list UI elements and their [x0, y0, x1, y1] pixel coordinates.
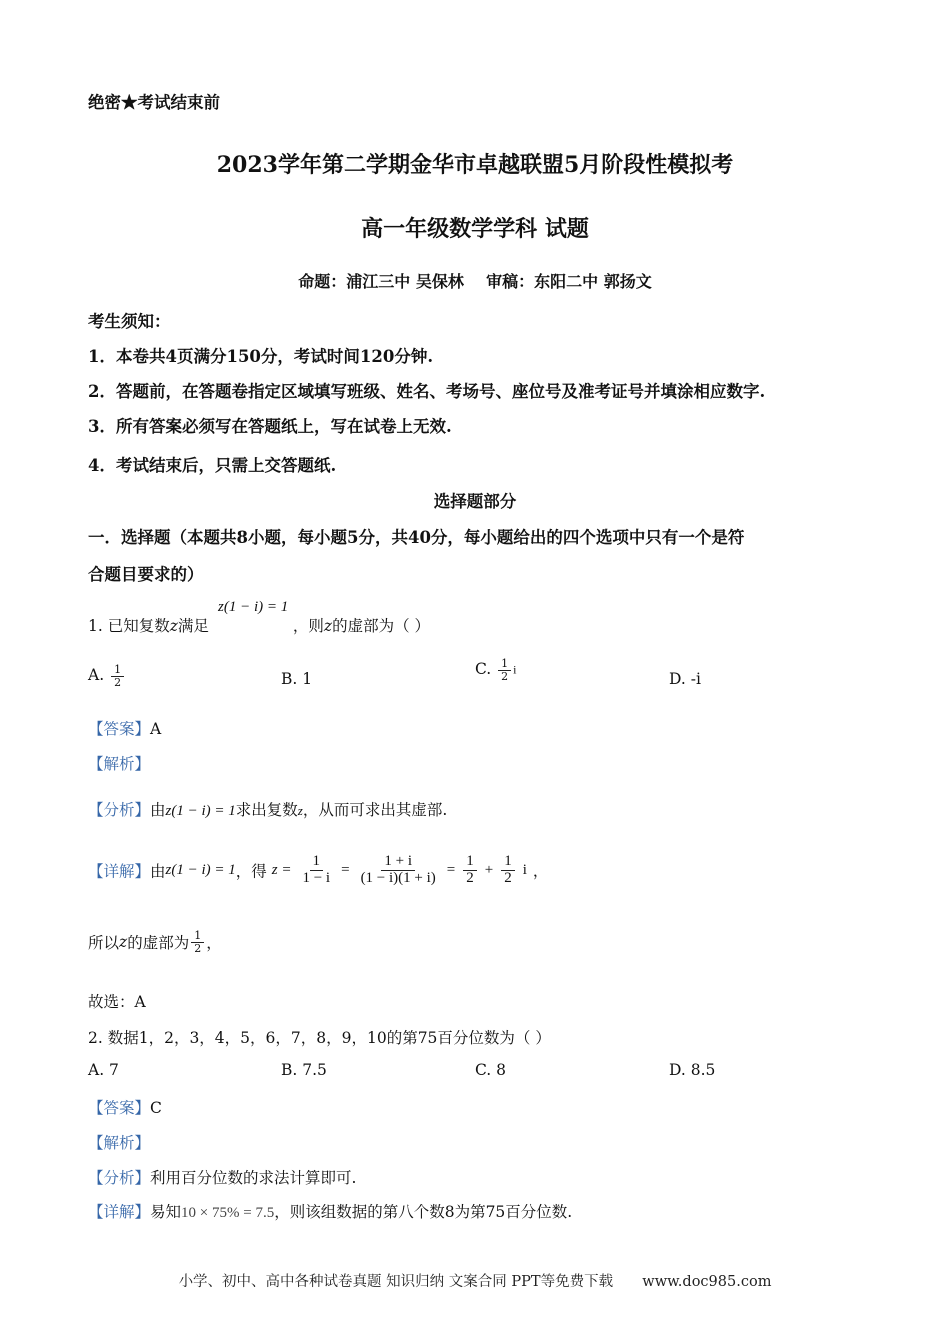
confidential-label: 绝密★考试结束前	[88, 93, 220, 112]
note-item: 3．所有答案必须写在答题纸上，写在试卷上无效.	[88, 417, 452, 436]
q1-option-d: D. -i	[669, 670, 701, 688]
q1-choice: 故选：A	[88, 993, 146, 1011]
q2-analysis-label: 【解析】	[88, 1134, 151, 1152]
q2-option-c: C. 8	[475, 1061, 507, 1079]
q2-fenxi: 【分析】利用百分位数的求法计算即可.	[88, 1169, 357, 1187]
exam-subtitle: 高一年级数学学科 试题	[361, 216, 589, 242]
q2-answer: 【答案】C	[88, 1099, 162, 1117]
q1-answer: 【答案】A	[88, 720, 162, 738]
q1-derivation-equation: z = $\frac{1}{1 - i}$ = $\frac{1 + i}{(1 - i)(1 + i)}$ = $\frac{1}{2}$ + $\frac{1}{2}$ i ，	[271, 853, 549, 886]
q2-stem: 2. 数据1，2，3，4，5，6，7，8，9，10的第75百分位数为（ ）	[88, 1029, 551, 1047]
q1-conclusion: 所以z的虚部为 $\frac{1}{2}$ ，	[88, 929, 222, 955]
q1-option-a: A. $\frac{1}{2}$	[88, 664, 126, 688]
q1-condition-formula: z(1 − i) = 1	[218, 599, 289, 615]
q1-stem: 1. 已知复数z满足 ，则z的虚部为（ ）	[88, 617, 431, 635]
q1-option-c: C. $\frac{1}{2}$ i	[475, 657, 517, 683]
part-title: 选择题部分	[433, 492, 517, 511]
authors-line: 命题：浦江三中 吴保林 审稿：东阳二中 郭扬文	[298, 272, 652, 291]
section-heading-cont: 合题目要求的）	[88, 565, 204, 584]
q2-option-d: D. 8.5	[669, 1061, 716, 1079]
notes-heading: 考生须知：	[88, 312, 171, 331]
note-item: 1．本卷共4页满分150分，考试时间120分钟.	[88, 347, 434, 366]
q2-option-b: B. 7.5	[281, 1061, 327, 1079]
exam-title: 2023学年第二学期金华市卓越联盟5月阶段性模拟考	[216, 152, 734, 178]
q1-fenxi: 【分析】由z(1 − i) = 1求出复数z，从而可求出其虚部.	[88, 801, 448, 819]
q1-option-b: B. 1	[281, 670, 313, 688]
q2-xiangjie: 【详解】易知10 × 75% = 7.5，则该组数据的第八个数8为第75百分位数.	[88, 1203, 573, 1221]
note-item: 2．答题前，在答题卷指定区域填写班级、姓名、考场号、座位号及准考证号并填涂相应数字.	[88, 382, 766, 401]
page-footer	[0, 1270, 950, 1291]
section-heading: 一．选择题（本题共8小题，每小题5分，共40分，每小题给出的四个选项中只有一个是符	[88, 528, 745, 547]
q1-xiangjie: 【详解】由z(1 − i) = 1，得 z = $\frac{1}{1 - i}$ = $\frac{1 + i}{(1 - i)(1 + i)}$ = $\frac{1}{2}$ + $\frac{1}{2}$ i ，	[88, 853, 549, 886]
note-item: 4．考试结束后，只需上交答题纸.	[88, 456, 337, 475]
footer-text: 小学、初中、高中各种试卷真题 知识归纳 文案合同 PPT等免费下载	[178, 1274, 614, 1290]
q2-option-a: A. 7	[88, 1061, 119, 1079]
q1-analysis-label: 【解析】	[88, 755, 151, 773]
footer-url[interactable]: www.doc985.com	[642, 1274, 772, 1290]
